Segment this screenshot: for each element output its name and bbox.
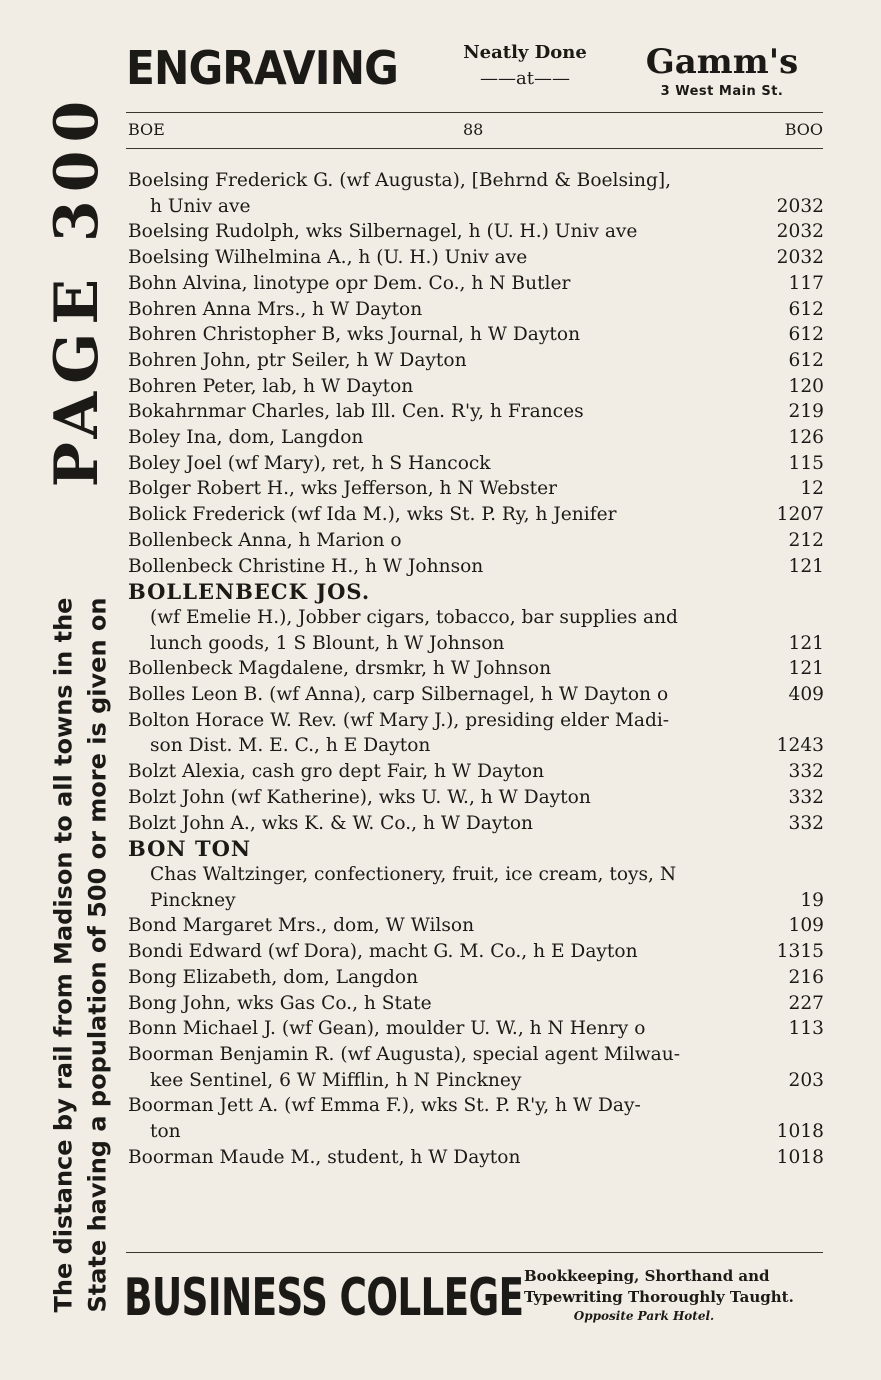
- directory-entry: [128, 1016, 824, 1042]
- entry-text: Bokahrnmar Charles, lab Ill. Cen. R'y, h Frances: [128, 401, 584, 423]
- entry-number: 216: [788, 966, 824, 988]
- entry-line: [128, 1145, 824, 1171]
- entry-text: Boorman Benjamin R. (wf Augusta), special agent Milwau-: [128, 1043, 681, 1065]
- entry-line: [128, 811, 824, 837]
- entry-line: [128, 1068, 824, 1094]
- entry-line: [128, 1016, 824, 1042]
- entry-text: Bohren John, ptr Seiler, h W Dayton: [128, 349, 467, 371]
- entry-text: Bolzt Alexia, cash gro dept Fair, h W Dayton: [128, 761, 545, 783]
- footer-rule: [126, 1252, 823, 1253]
- entry-text: ton: [150, 1121, 181, 1143]
- header-rule: [126, 112, 823, 113]
- entry-text: Bolton Horace W. Rev. (wf Mary J.), presiding elder Madi-: [128, 709, 670, 731]
- entry-line: [128, 271, 824, 297]
- entry-number: 409: [788, 684, 824, 706]
- directory-entry: [128, 425, 824, 451]
- running-head-left: BOE: [128, 120, 165, 139]
- entry-line: [128, 682, 824, 708]
- entry-number: 203: [788, 1069, 824, 1091]
- entry-line: [128, 862, 824, 888]
- entry-number: 120: [788, 375, 824, 397]
- side-distance-line-2: State having a population of 500 or more is given on: [83, 597, 111, 1313]
- entry-text: Bollenbeck Christine H., h W Johnson: [128, 555, 484, 577]
- side-distance-line-1: The distance by rail from Madison to all towns in the: [49, 597, 77, 1313]
- entry-text: Boelsing Frederick G. (wf Augusta), [Behrnd & Boelsing],: [128, 170, 672, 191]
- entry-number: 1207: [776, 504, 824, 526]
- entry-line: [128, 1119, 824, 1145]
- entry-number: 113: [788, 1018, 824, 1040]
- entry-number: 109: [788, 915, 824, 937]
- directory-entry: [128, 1093, 824, 1144]
- entry-text: Bolzt John A., wks K. & W. Co., h W Dayton: [128, 812, 534, 834]
- header-neatly-done: Neatly Done: [463, 42, 587, 63]
- entry-number: 612: [788, 298, 824, 320]
- entry-line: [128, 913, 824, 939]
- entry-line: [128, 939, 824, 965]
- directory-entry: [128, 348, 824, 374]
- entry-number: 2032: [776, 221, 824, 243]
- directory-entry: [128, 476, 824, 502]
- entry-number: 121: [788, 658, 824, 680]
- entry-text: Bolles Leon B. (wf Anna), carp Silbernagel, h W Dayton o: [128, 684, 669, 706]
- entry-number: 2032: [776, 247, 824, 269]
- directory-entry: [128, 785, 824, 811]
- header-address: 3 West Main St.: [660, 84, 784, 99]
- entry-line: [128, 631, 824, 657]
- entry-number: 1018: [776, 1121, 824, 1143]
- directory-entry: [128, 322, 824, 348]
- footer-description: [524, 1266, 824, 1308]
- entry-text: Bong Elizabeth, dom, Langdon: [128, 966, 419, 988]
- entry-text: Bohren Peter, lab, h W Dayton: [128, 375, 414, 397]
- directory-entry: [128, 759, 824, 785]
- entry-line: [128, 219, 824, 245]
- header-at: ——at——: [480, 68, 570, 89]
- directory-entry: [128, 939, 824, 965]
- header-gamm: Gamm's: [645, 42, 799, 82]
- entry-text: Bolzt John (wf Katherine), wks U. W., h W Dayton: [128, 786, 591, 808]
- entry-line: [128, 451, 824, 477]
- entry-number: 332: [788, 761, 824, 783]
- entry-number: 332: [788, 812, 824, 834]
- directory-entry: [128, 297, 824, 323]
- entry-line: [128, 759, 824, 785]
- entry-text: Boelsing Wilhelmina A., h (U. H.) Univ ave: [128, 247, 528, 269]
- directory-entry: [128, 991, 824, 1017]
- entry-number: 19: [800, 889, 824, 911]
- entry-line: [128, 991, 824, 1017]
- entry-number: 1315: [776, 941, 824, 963]
- entry-line: [128, 399, 824, 425]
- directory-entry: [128, 708, 824, 759]
- entry-text: Boley Joel (wf Mary), ret, h S Hancock: [128, 452, 491, 474]
- footer-business-college: BUSINESS COLLEGE: [124, 1268, 524, 1328]
- header-engraving: ENGRAVING: [126, 41, 398, 95]
- directory-entry: [128, 451, 824, 477]
- entry-number: 227: [788, 992, 824, 1014]
- entry-heading: BOLLENBECK JOS.: [128, 579, 371, 605]
- directory-entry: [128, 811, 824, 837]
- directory-entry: [128, 219, 824, 245]
- entry-text: Bonn Michael J. (wf Gean), moulder U. W., h N Henry o: [128, 1018, 646, 1040]
- entry-text: Pinckney: [150, 889, 236, 911]
- entry-text: Bohren Christopher B, wks Journal, h W Dayton: [128, 324, 581, 346]
- entry-line: [128, 785, 824, 811]
- entry-line: [128, 733, 824, 759]
- footer-opposite: Opposite Park Hotel.: [573, 1309, 715, 1323]
- side-distance-ad: [40, 570, 120, 1340]
- entry-text: Boley Ina, dom, Langdon: [128, 427, 364, 449]
- entry-text: Bollenbeck Magdalene, drsmkr, h W Johnson: [128, 658, 552, 680]
- entry-number: 612: [788, 349, 824, 371]
- entry-text: Chas Waltzinger, confectionery, fruit, ice cream, toys, N: [150, 863, 677, 885]
- side-page-text: PAGE 300: [42, 92, 113, 488]
- entry-text: kee Sentinel, 6 W Mifflin, h N Pinckney: [150, 1069, 522, 1091]
- entry-text: Boelsing Rudolph, wks Silbernagel, h (U. H.) Univ ave: [128, 221, 638, 243]
- entry-number: 1018: [776, 1146, 824, 1168]
- directory-entry: [128, 528, 824, 554]
- directory-entry: [128, 965, 824, 991]
- entry-line: [128, 528, 824, 554]
- entry-number: 117: [788, 272, 824, 294]
- entry-text: son Dist. M. E. C., h E Dayton: [150, 735, 431, 757]
- entry-line: [128, 425, 824, 451]
- entry-text: Bong John, wks Gas Co., h State: [128, 992, 432, 1014]
- directory-entry: [128, 836, 824, 913]
- directory-entry: [128, 579, 824, 656]
- entry-number: 212: [788, 529, 824, 551]
- entry-line: [128, 348, 824, 374]
- entry-text: Bolger Robert H., wks Jefferson, h N Webster: [128, 478, 558, 500]
- entry-line: [128, 322, 824, 348]
- entry-line: [128, 888, 824, 914]
- entry-text: Bolick Frederick (wf Ida M.), wks St. P. Ry, h Jenifer: [128, 504, 617, 526]
- entry-line: [128, 168, 824, 194]
- entry-line: [128, 194, 824, 220]
- running-head-rule: [126, 148, 823, 149]
- page-number: 88: [463, 120, 484, 139]
- directory-entries: [128, 168, 824, 1170]
- running-head-right: BOO: [784, 120, 823, 139]
- entry-line: [128, 656, 824, 682]
- entry-line: [128, 1093, 824, 1119]
- entry-number: 121: [788, 555, 824, 577]
- side-page-ad: [42, 40, 112, 540]
- entry-text: Bondi Edward (wf Dora), macht G. M. Co., h E Dayton: [128, 941, 638, 963]
- entry-line: [128, 297, 824, 323]
- entry-text: Bohn Alvina, linotype opr Dem. Co., h N Butler: [128, 272, 571, 294]
- directory-entry: [128, 271, 824, 297]
- entry-number: 332: [788, 786, 824, 808]
- entry-line: [128, 554, 824, 580]
- entry-line: [128, 374, 824, 400]
- entry-text: (wf Emelie H.), Jobber cigars, tobacco, bar supplies and: [150, 606, 678, 628]
- entry-number: 1243: [776, 735, 824, 757]
- entry-text: Boorman Maude M., student, h W Dayton: [128, 1146, 521, 1168]
- directory-entry: [128, 245, 824, 271]
- side-distance-text: [46, 598, 114, 1313]
- entry-text: Bohren Anna Mrs., h W Dayton: [128, 298, 423, 320]
- directory-entry: [128, 168, 824, 219]
- footer-line-2: Typewriting Thoroughly Taught.: [524, 1288, 794, 1306]
- directory-entry: [128, 913, 824, 939]
- footer-line-1: Bookkeeping, Shorthand and: [524, 1267, 770, 1285]
- entry-number: 612: [788, 324, 824, 346]
- directory-entry: [128, 656, 824, 682]
- entry-number: 115: [788, 452, 824, 474]
- directory-entry: [128, 682, 824, 708]
- entry-line: [128, 245, 824, 271]
- entry-number: 219: [788, 401, 824, 423]
- directory-entry: [128, 502, 824, 528]
- entry-line: [128, 1042, 824, 1068]
- entry-text: h Univ ave: [150, 195, 251, 217]
- entry-text: Bollenbeck Anna, h Marion o: [128, 529, 402, 551]
- directory-entry: [128, 1042, 824, 1093]
- entry-number: 2032: [776, 195, 824, 217]
- directory-entry: [128, 374, 824, 400]
- entry-number: 121: [788, 632, 824, 654]
- entry-heading: BON TON: [128, 836, 252, 862]
- entry-number: 12: [800, 478, 824, 500]
- entry-line: [128, 605, 824, 631]
- entry-number: 126: [788, 427, 824, 449]
- directory-entry: [128, 399, 824, 425]
- entry-line: [128, 502, 824, 528]
- entry-text: Boorman Jett A. (wf Emma F.), wks St. P. R'y, h W Day-: [128, 1095, 641, 1117]
- directory-entry: [128, 1145, 824, 1171]
- entry-text: Bond Margaret Mrs., dom, W Wilson: [128, 915, 475, 937]
- entry-text: lunch goods, 1 S Blount, h W Johnson: [150, 632, 505, 654]
- directory-entry: [128, 554, 824, 580]
- entry-line: [128, 965, 824, 991]
- entry-line: [128, 476, 824, 502]
- entry-line: [128, 708, 824, 734]
